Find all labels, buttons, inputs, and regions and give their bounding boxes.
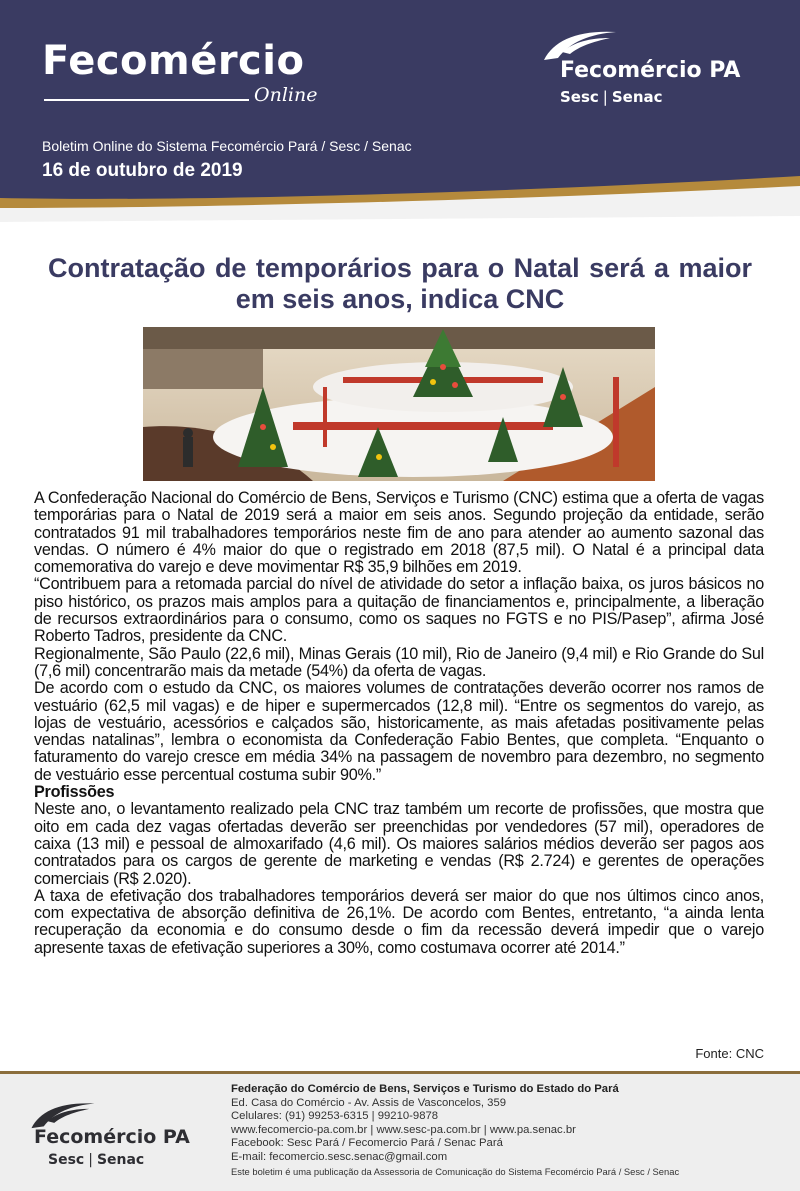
- article-photo: [143, 327, 655, 481]
- header-wave: [0, 176, 800, 236]
- footer-federation: Federação do Comércio de Bens, Serviços e Turismo do Estado do Pará: [231, 1083, 619, 1095]
- logo-name: Fecomércio PA: [34, 1126, 190, 1148]
- logo-sesc: Sesc: [48, 1152, 85, 1168]
- logo-senac: Senac: [611, 88, 663, 106]
- article-paragraph: Neste ano, o levantamento realizado pela CNC traz também um recorte de profissões, que mostra que oito em cada dez vagas ofertadas deverão ser preenchidas por vendedores (57 mil), operadores de caixa (13 mil) e pessoal de almoxarifado (4,6 mil). Os maiores salários médios deverão ser pagos aos contratados para os cargos de gerente de marketing e vendas (R$ 2.724) e gerentes de operações comerciais (R$ 2.020).: [34, 800, 764, 888]
- footer-logo: [28, 1100, 218, 1170]
- article-body: [34, 490, 764, 957]
- article-paragraph: De acordo com o estudo da CNC, os maiores volumes de contratações deverão ocorrer nos ramos de vestuário (62,5 mil vagas) e de hiper e supermercados (12,8 mil). “Entre os segmentos do varejo, as lojas de vestuário, acessórios e calçados são, historicamente, as mais afetadas positivamente pelas vendas natalinas”, lembra o economista da Confederação Fabio Bentes, que completa. “Enquanto o faturamento do varejo cresce em média 34% na passagem de novembro para dezembro, no segmento de vestuário esse percentual costuma subir 90%.”: [34, 679, 764, 784]
- logo-separator: |: [602, 88, 608, 106]
- bulletin-label: Boletim Online do Sistema Fecomércio Pará / Sesc / Senac: [42, 138, 412, 154]
- footer-address: Ed. Casa do Comércio - Av. Assis de Vasconcelos, 359: [231, 1096, 507, 1109]
- article-subheading: Profissões: [34, 783, 115, 802]
- logo-name: Fecomércio PA: [560, 58, 741, 83]
- christmas-decoration-photo: [143, 327, 655, 481]
- logo-separator: |: [88, 1152, 93, 1168]
- fecomercio-pa-logo: [540, 28, 770, 110]
- article-paragraph: A taxa de efetivação dos trabalhadores temporários deverá ser maior do que nos últimos cinco anos, com expectativa de absorção definitiva de 26,1%. De acordo com Bentes, entretanto, “a ainda lenta recuperação da economia e do consumo desde o fim da recessão deverá impedir que o varejo apresente taxas de efetivação superiores a 30%, como costumava ocorrer até 2014.”: [34, 886, 764, 957]
- footer-phones: Celulares: (91) 99253-6315 | 99210-9878: [231, 1110, 439, 1123]
- article-paragraph: Regionalmente, São Paulo (22,6 mil), Minas Gerais (10 mil), Rio de Janeiro (9,4 mil) e Rio Grande do Sul (7,6 mil) concentrarão mais da metade (54%) da oferta de vagas.: [34, 644, 764, 680]
- footer-websites: www.fecomercio-pa.com.br | www.sesc-pa.com.br | www.pa.senac.br: [231, 1123, 576, 1136]
- article-headline: Contratação de temporários para o Natal será a maior em seis anos, indica CNC: [48, 253, 752, 314]
- footer-contact: [231, 1083, 776, 1178]
- footer-facebook: Facebook: Sesc Pará / Fecomercio Pará / Senac Pará: [231, 1137, 503, 1150]
- logo-sesc: Sesc: [560, 88, 599, 106]
- swoosh-icon: [540, 28, 620, 62]
- logo-sub: [48, 1152, 144, 1168]
- brand-online: Online: [254, 84, 318, 106]
- article-paragraph: A Confederação Nacional do Comércio de Bens, Serviços e Turismo (CNC) estima que a oferta de vagas temporárias para o Natal de 2019 será a maior em seis anos. Segundo projeção da entidade, serão contratados 91 mil trabalhadores temporários neste fim de ano para atender ao aumento sazonal das vendas. O número é 4% maior do que o registrado em 2018 (87,5 mil). O Natal é a principal data comemorativa do varejo e deve movimentar R$ 35,9 bilhões em 2019.: [34, 489, 764, 577]
- article-paragraph: “Contribuem para a retomada parcial do nível de atividade do setor a inflação baixa, os juros básicos no piso histórico, os prazos mais amplos para a quitação de financiamentos e, principalmente, a liberação de recursos extraordinários para o consumo, como os saques no FGTS e no PIS/Pasep”, afirma José Roberto Tadros, presidente da CNC.: [34, 575, 764, 646]
- footer-publisher-note: Este boletim é uma publicação da Assessoria de Comunicação do Sistema Fecomércio Pará / Sesc / Senac: [231, 1165, 680, 1177]
- brand-underline: [44, 99, 249, 101]
- brand-title: Fecomércio: [42, 38, 305, 84]
- article-source: Fonte: CNC: [695, 1046, 764, 1061]
- footer-email: E-mail: fecomercio.sesc.senac@gmail.com: [231, 1150, 448, 1163]
- logo-senac: Senac: [96, 1152, 145, 1168]
- logo-sub: [560, 88, 663, 106]
- bulletin-date: 16 de outubro de 2019: [42, 160, 243, 181]
